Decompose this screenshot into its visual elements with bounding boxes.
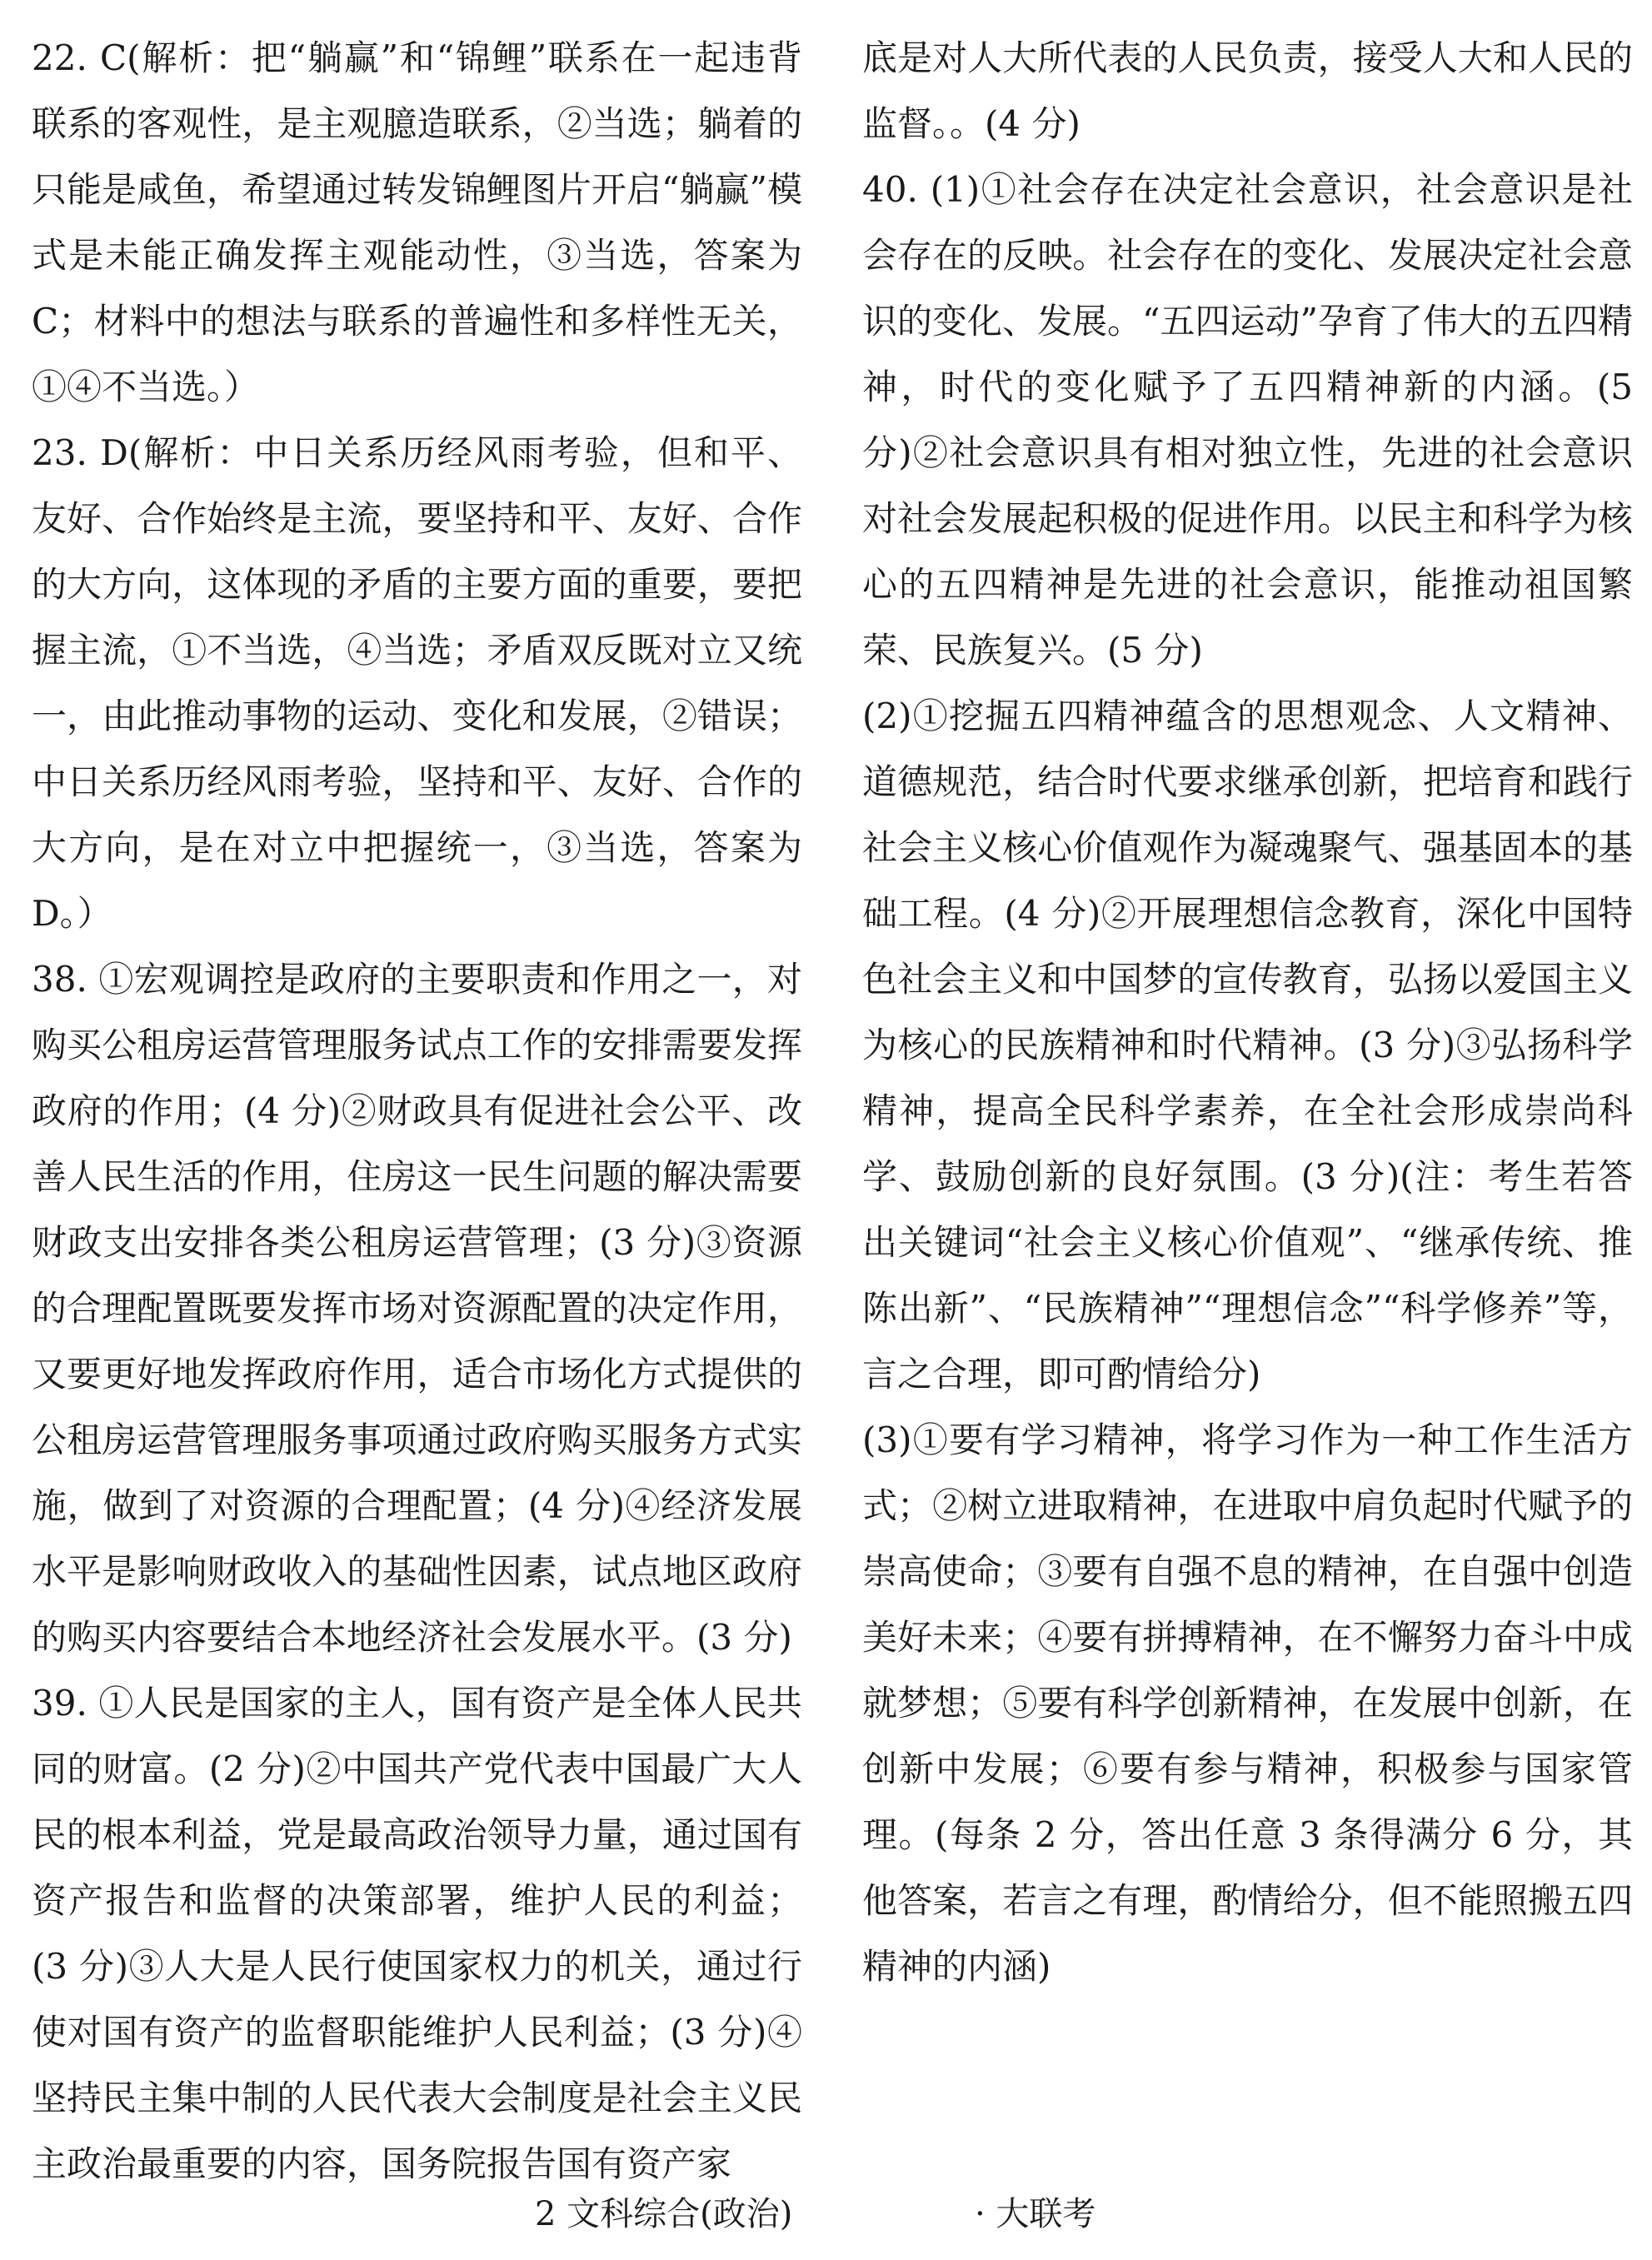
answer-38: 38. ①宏观调控是政府的主要职责和作用之一，对购买公租房运营管理服务试点工作的安排需要发挥政府的作用；(4 分)②财政具有促进社会公平、改善人民生活的作用，住房这一民生问题的解决需要财政支出安排各类公租房运营管理；(3 分)③资源的合理配置既要发挥市场对资源配置的决定作用，又要更好地发挥政府作用，适合市场化方式提供的公租房运营管理服务事项通过政府购买服务方式实施，做到了对资源的合理配置；(4 分)④经济发展水平是影响财政收入的基础性因素，试点地区政府的购买内容要结合本地经济社会发展水平。(3 分) <box>32 959 802 1658</box>
right-column <box>862 25 1633 1999</box>
answer-40-part-3: (3)①要有学习精神，将学习作为一种工作生活方式；②树立进取精神，在进取中肩负起时代赋予的崇高使命；③要有自强不息的精神，在自强中创造美好未来；④要有拼搏精神，在不懈努力奋斗中成就梦想；⑤要有科学创新精神，在发展中创新，在创新中发展；⑥要有参与精神，积极参与国家管理。(每条 2 分，答出任意 3 条得满分 6 分，其他答案，若言之有理，酌情给分，但不能照搬五四精神的内涵) <box>862 1419 1633 1987</box>
left-column <box>32 25 802 2197</box>
answer-40-part-2: (2)①挖掘五四精神蕴含的思想观念、人文精神、道德规范，结合时代要求继承创新，把培育和践行社会主义核心价值观作为凝魂聚气、强基固本的基础工程。(4 分)②开展理想信念教育，深化中国特色社会主义和中国梦的宣传教育，弘扬以爱国主义为核心的民族精神和时代精神。(3 分)③弘扬科学精神，提高全民科学素养，在全社会形成崇尚科学、鼓励创新的良好氛围。(3 分)(注：考生若答出关键词“社会主义核心价值观”、“继承传统、推陈出新”、“民族精神”“理想信念”“科学修养”等，言之合理，即可酌情给分) <box>862 696 1633 1394</box>
answer-39-continued: 底是对人大所代表的人民负责，接受人大和人民的监督。。(4 分) <box>862 37 1633 144</box>
footer-exam-label: · 大联考 <box>975 2195 1096 2233</box>
footer-page-label: 2 文科综合(政治) <box>535 2195 793 2233</box>
answer-22: 22. C(解析：把“躺赢”和“锦鲤”联系在一起违背联系的客观性，是主观臆造联系，②当选；躺着的只能是咸鱼，希望通过转发锦鲤图片开启“躺赢”模式是未能正确发挥主观能动性，③当选，答案为 C；材料中的想法与联系的普遍性和多样性无关，①④不当选。） <box>32 37 802 407</box>
answer-23: 23. D(解析：中日关系历经风雨考验，但和平、友好、合作始终是主流，要坚持和平、友好、合作的大方向，这体现的矛盾的主要方面的重要，要把握主流，①不当选，④当选；矛盾双反既对立又统一，由此推动事物的运动、变化和发展，②错误；中日关系历经风雨考验，坚持和平、友好、合作的大方向，是在对立中把握统一，③当选，答案为 D。） <box>32 432 802 934</box>
page-footer <box>0 2189 1652 2248</box>
answer-39: 39. ①人民是国家的主人，国有资产是全体人民共同的财富。(2 分)②中国共产党代表中国最广大人民的根本利益，党是最高政治领导力量，通过国有资产报告和监督的决策部署，维护人民的利益；(3 分)③人大是人民行使国家权力的机关，通过行使对国有资产的监督职能维护人民利益；(3 分)④坚持民主集中制的人民代表大会制度是社会主义民主政治最重要的内容，国务院报告国有资产家 <box>32 1683 802 2184</box>
answer-40-part-1: 40. (1)①社会存在决定社会意识，社会意识是社会存在的反映。社会存在的变化、发展决定社会意识的变化、发展。“五四运动”孕育了伟大的五四精神，时代的变化赋予了五四精神新的内涵。(5 分)②社会意识具有相对独立性，先进的社会意识对社会发展起积极的促进作用。以民主和科学为核心的五四精神是先进的社会意识，能推动祖国繁荣、民族复兴。(5 分) <box>862 169 1633 671</box>
